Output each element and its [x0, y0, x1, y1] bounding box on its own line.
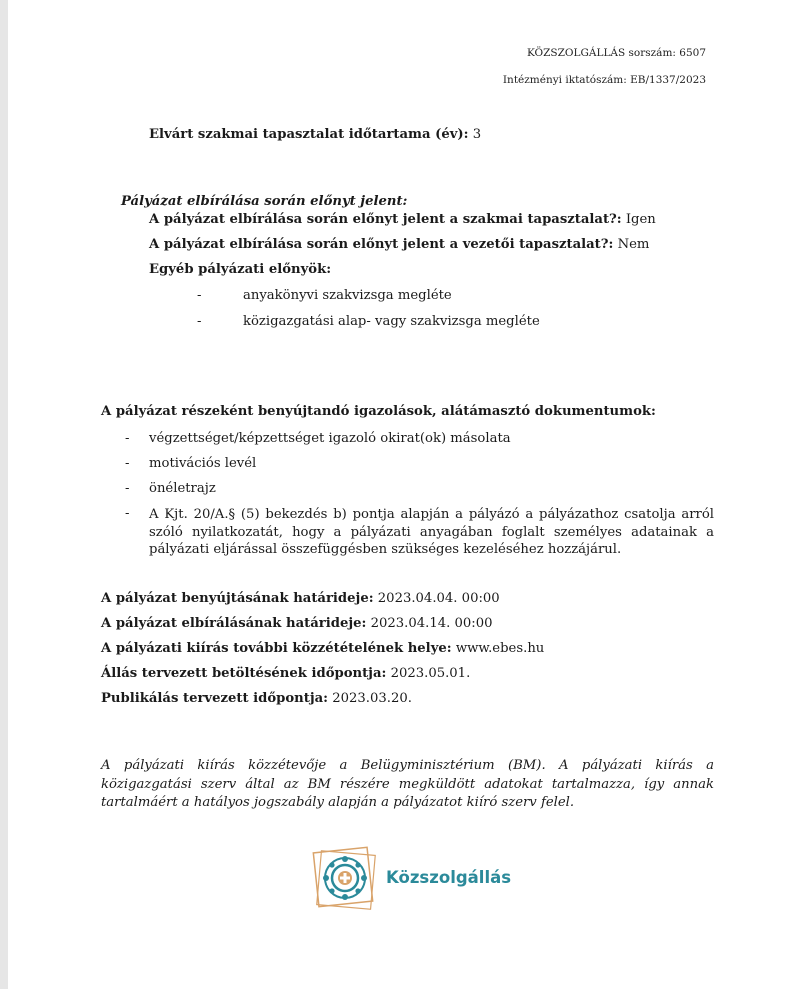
document-item-consent: A Kjt. 20/A.§ (5) bekezdés b) pontja alapján a pályázó a pályázathoz csatolja arról szóló nyilatkozatát, hogy a pályázati anyagában foglalt személyes adatainak a pályázati eljárással összefüggésben szükséges kezeléséhez hozzájárul.: [149, 507, 714, 557]
professional-experience-line: [149, 212, 656, 227]
management-experience-line: [149, 237, 649, 252]
management-experience-value: Nem: [613, 237, 650, 252]
serial-number: KÖZSZOLGÁLLÁS sorszám: 6507: [526, 47, 706, 59]
detail-value: www.ebes.hu: [451, 641, 545, 656]
detail-row: [101, 691, 412, 706]
list-bullet: -: [125, 506, 130, 521]
publisher-notice: A pályázati kiírás közzétevője a Belügyminisztérium (BM). A pályázati kiírás a közigazgatási szerv által az BM részére megküldött adatokat tartalmazza, így annak tartalmáért a hatályos jogszabály alapján a pályázatot kiíró szerv felel.: [101, 758, 714, 810]
detail-value: 2023.04.04. 00:00: [373, 591, 500, 606]
experience-label: Elvárt szakmai tapasztalat időtartama (év):: [149, 127, 469, 142]
document-item: végzettséget/képzettséget igazoló okirat(ok) másolata: [149, 431, 511, 446]
list-bullet: -: [125, 481, 130, 496]
professional-experience-label: A pályázat elbírálása során előnyt jelent a szakmai tapasztalat?:: [149, 212, 622, 227]
detail-label: Állás tervezett betöltésének időpontja:: [101, 666, 387, 681]
document-page: [8, 0, 791, 989]
detail-label: A pályázati kiírás további közzétételének helye:: [101, 641, 452, 656]
detail-value: 2023.03.20.: [328, 691, 412, 706]
detail-row: [101, 591, 500, 606]
list-bullet: -: [197, 314, 202, 329]
document-item: motivációs levél: [149, 456, 257, 471]
professional-experience-value: Igen: [621, 212, 656, 227]
experience-line: [149, 127, 481, 142]
advantages-heading: Pályázat elbírálása során előnyt jelent:: [121, 194, 408, 209]
advantage-item: közigazgatási alap- vagy szakvizsga megléte: [243, 314, 540, 329]
list-bullet: -: [125, 431, 130, 446]
other-advantages-label: Egyéb pályázati előnyök:: [149, 262, 332, 277]
detail-row: [101, 616, 493, 631]
kozszolgallas-logo: [310, 846, 520, 912]
detail-row: [101, 641, 544, 656]
logo-wordmark: Közszolgállás: [386, 868, 512, 887]
detail-label: A pályázat benyújtásának határideje:: [101, 591, 374, 606]
list-bullet: -: [197, 288, 202, 303]
list-bullet: -: [125, 456, 130, 471]
detail-label: A pályázat elbírálásának határideje:: [101, 616, 367, 631]
detail-row: [101, 666, 470, 681]
detail-value: 2023.04.14. 00:00: [366, 616, 493, 631]
documents-heading: A pályázat részeként benyújtandó igazolások, alátámasztó dokumentumok:: [101, 404, 656, 419]
filing-number: Intézményi iktatószám: EB/1337/2023: [502, 74, 706, 86]
experience-value: 3: [468, 127, 482, 142]
detail-value: 2023.05.01.: [386, 666, 471, 681]
logo-emblem-icon: [310, 846, 382, 912]
management-experience-label: A pályázat elbírálása során előnyt jelent a vezetői tapasztalat?:: [149, 237, 614, 252]
advantage-item: anyakönyvi szakvizsga megléte: [243, 288, 452, 303]
document-item: önéletrajz: [149, 481, 216, 496]
detail-label: Publikálás tervezett időpontja:: [101, 691, 329, 706]
